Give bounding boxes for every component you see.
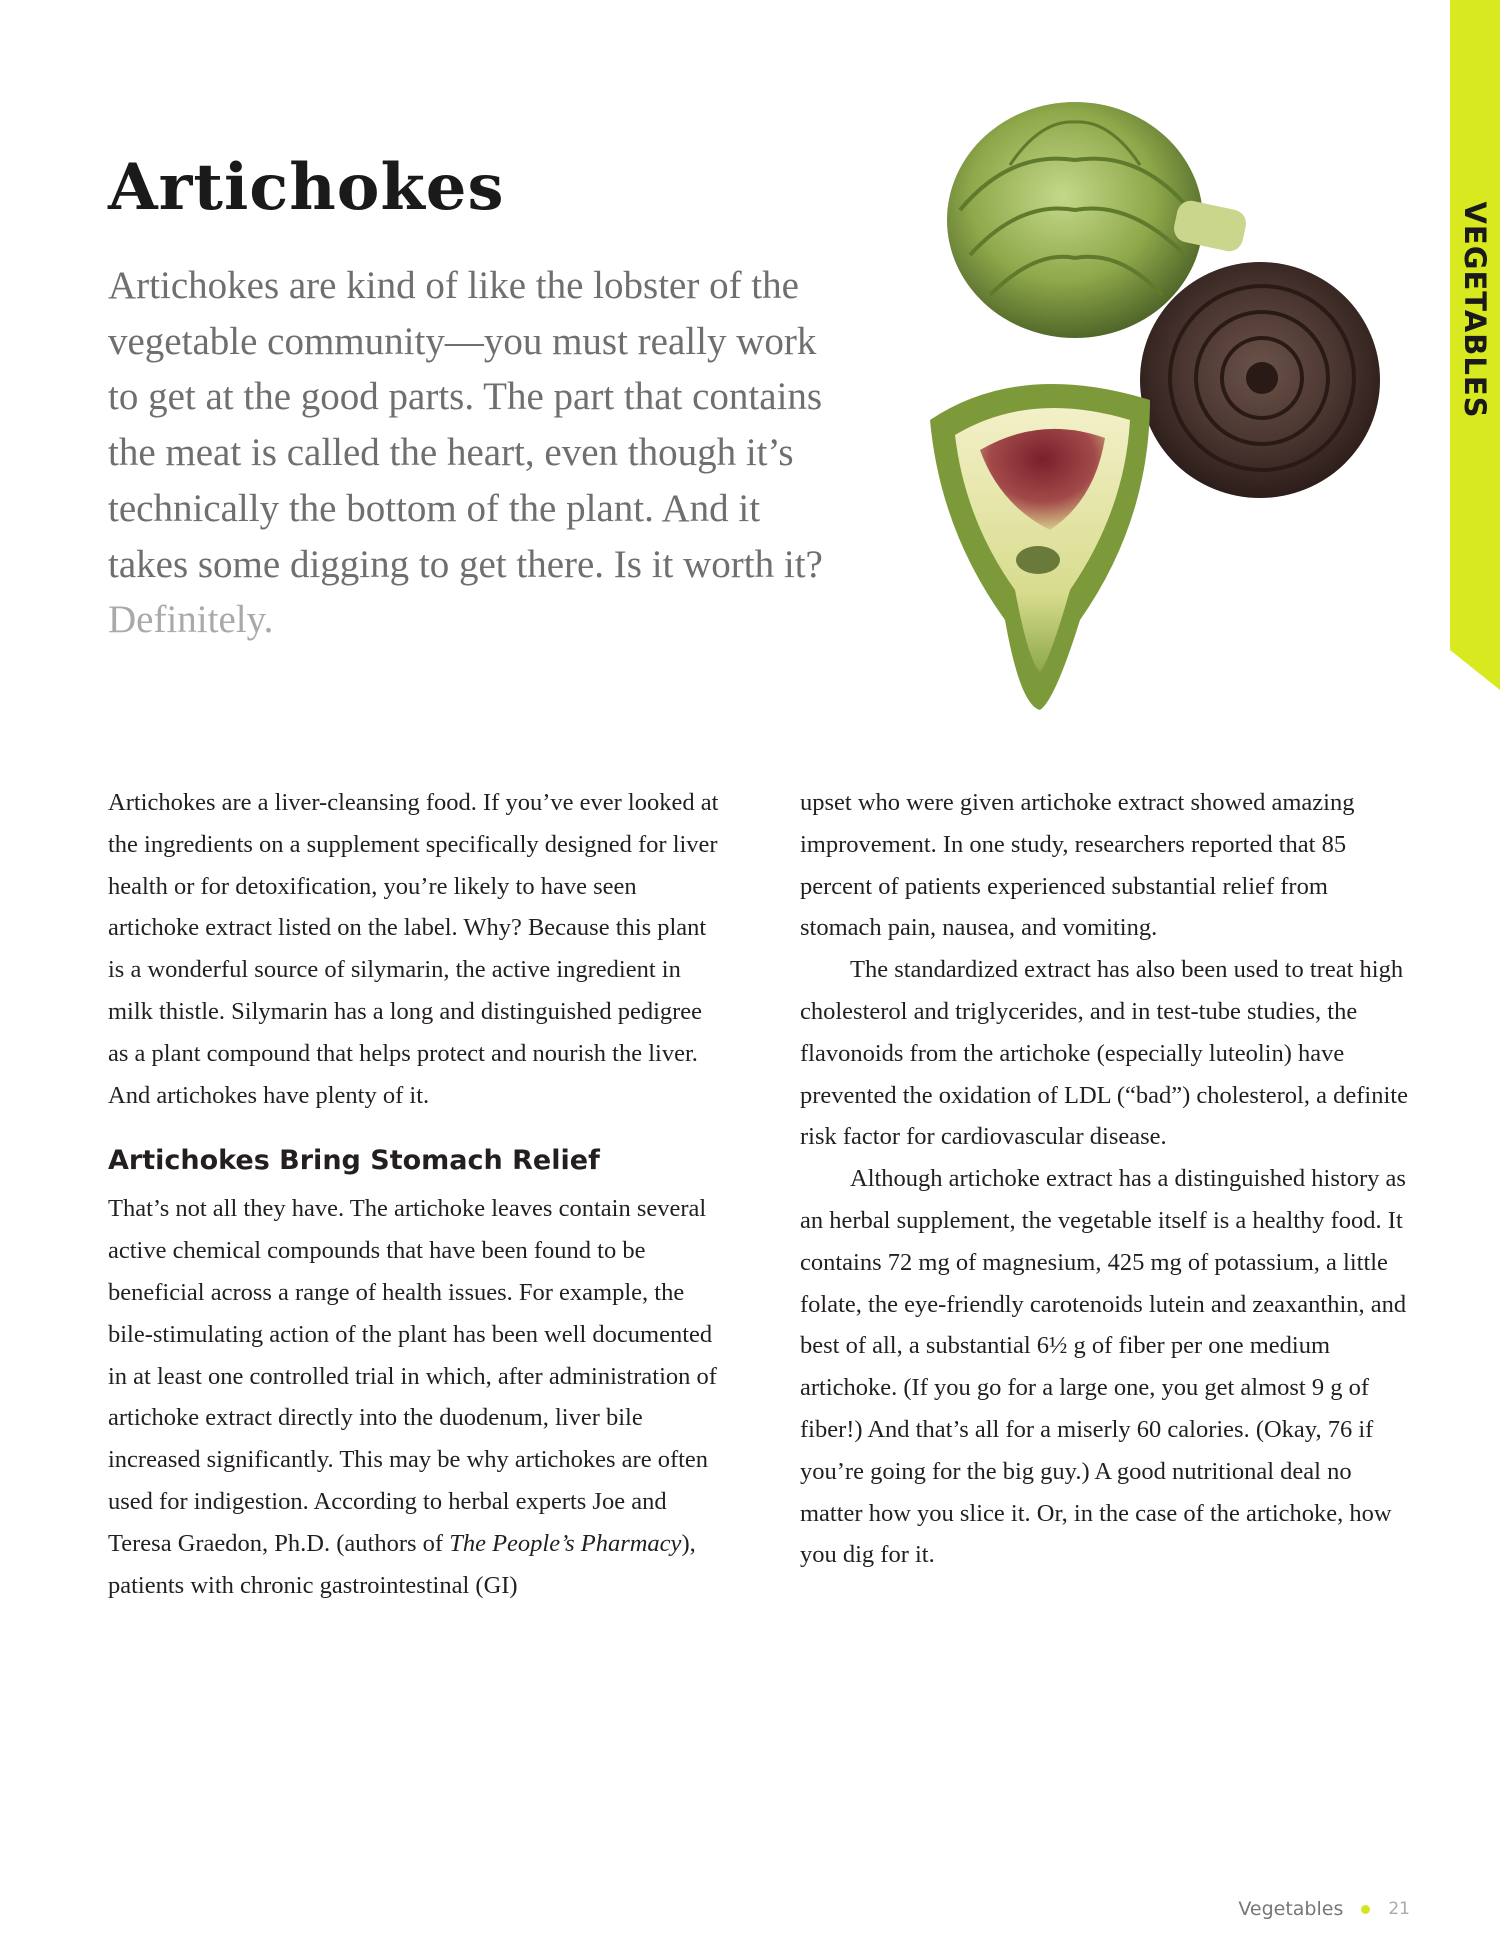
body-paragraph: upset who were given artichoke extract showed amazing improvement. In one study, researchers reported that 85 percent of patients experienced substantial relief from stomach pain, nausea, and vomiting. [800, 789, 1355, 942]
purple-artichoke [1140, 262, 1380, 498]
intro-fade-word: Definitely. [108, 598, 274, 642]
body-text: ), patients with chronic gastrointestinal (GI) [108, 1529, 696, 1599]
section-subheading: Artichokes Bring Stomach Relief [108, 1145, 600, 1177]
artichoke-illustration [900, 60, 1420, 740]
body-paragraph: Although artichoke extract has a distinguished history as an herbal supplement, the vegetable itself is a healthy food. It contains 72 mg of magnesium, 425 mg of potassium, a little folate, the eye-friendly carotenoids lutein and zeaxanthin, and best of all, a substantial 6½ g of fiber per one medium artichoke. (If you go for a large one, you get almost 9 g of fiber!) And that’s all for a miserly 60 calories. (Okay, 76 if you’re going for the big guy.) A good nutritional deal no matter how you slice it. Or, in the case of the artichoke, how you dig for it. [800, 1165, 1407, 1569]
footer-dot-icon [1361, 1905, 1370, 1914]
left-column [108, 782, 728, 1606]
footer-section: Vegetables [1238, 1898, 1344, 1920]
page-title: Artichokes [108, 150, 505, 225]
right-column [800, 782, 1410, 1576]
side-tab-label: VEGETABLES [1458, 201, 1492, 419]
body-paragraph [108, 1188, 728, 1606]
intro-paragraph [108, 258, 848, 648]
page-number: 21 [1388, 1899, 1410, 1919]
book-title: The People’s Pharmacy [449, 1529, 682, 1557]
body-paragraph: The standardized extract has also been used to treat high cholesterol and triglycerides, and in test-tube studies, the flavonoids from the artichoke (especially luteolin) have prevented the oxidation of LDL (“bad”) cholesterol, a definite risk factor for cardiovascular disease. [800, 956, 1408, 1151]
body-text: That’s not all they have. The artichoke leaves contain several active chemical compounds that have been found to be beneficial across a range of health issues. For example, the bile-stimulating action of the plant has been well documented in at least one controlled trial in which, after administration of artichoke extract directly into the duodenum, liver bile increased significantly. This may be why artichokes are often used for indigestion. According to herbal experts Joe and Teresa Graedon, Ph.D. (authors of [108, 1195, 717, 1557]
page-footer [1238, 1898, 1410, 1920]
intro-text: Artichokes are kind of like the lobster of the vegetable community—you must really work to get at the good parts. The part that contains the meat is called the heart, even though it’s technically the bottom of the plant. And it takes some digging to get there. Is it worth it? [108, 264, 823, 586]
body-paragraph: Artichokes are a liver-cleansing food. If you’ve ever looked at the ingredients on a supplement specifically designed for liver health or for detoxification, you’re likely to have seen artichoke extract listed on the label. Why? Because this plant is a wonderful source of silymarin, the active ingredient in milk thistle. Silymarin has a long and distinguished pedigree as a plant compound that helps protect and nourish the liver. And artichokes have plenty of it. [108, 789, 719, 1109]
halved-artichoke [930, 384, 1150, 710]
